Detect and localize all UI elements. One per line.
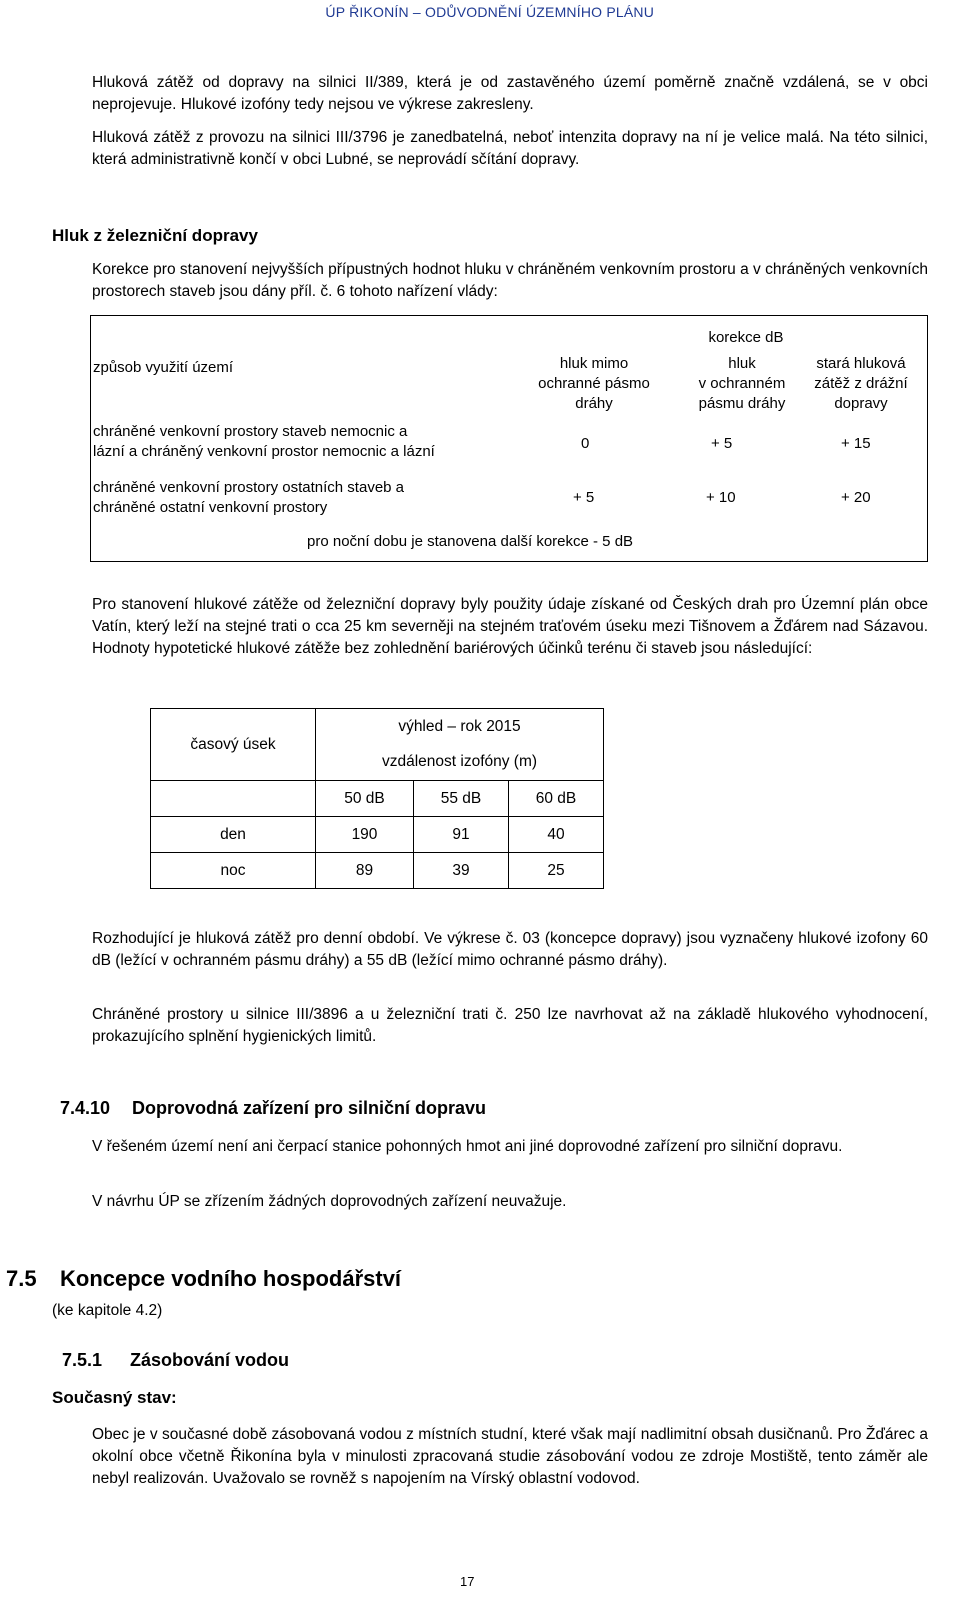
col-header-55db: 55 dB bbox=[414, 781, 509, 817]
table-cell: 190 bbox=[316, 817, 414, 853]
table-cell: 25 bbox=[509, 853, 604, 889]
paragraph-water-supply: Obec je v současné době zásobovaná vodou z místních studní, které však mají nadlimitní obsah dusičnanů. Pro Žďárec a okolní obce včetně Řikonína byla v minulosti zpracovaná studie zásobování vodou ze zdroje Mostiště, tento záměr ale nebyl realizován. Uvažovalo se rovněž s napojením na Vírský oblastní vodovod. bbox=[92, 1426, 928, 1487]
col-header-50db: 50 dB bbox=[316, 781, 414, 817]
row-label-noc: noc bbox=[151, 853, 316, 889]
isophone-table bbox=[150, 708, 604, 889]
table-cell: 40 bbox=[509, 817, 604, 853]
paragraph-protected-spaces: Chráněné prostory u silnice III/3896 a u železniční trati č. 250 lze navrhovat až na základě hlukového vyhodnocení, prokazujícího splnění hygienických limitů. bbox=[92, 1006, 928, 1045]
current-state-label: Současný stav: bbox=[52, 1388, 177, 1407]
table-cell: + 10 bbox=[706, 489, 736, 506]
table-cell: + 5 bbox=[711, 435, 733, 452]
paragraph-corrections: Korekce pro stanovení nejvyšších přípustných hodnot hluku v chráněném venkovním prostoru a v chráněných venkovních prostorech staveb jsou dány příl. č. 6 tohoto nařízení vlády: bbox=[92, 261, 928, 300]
table-cell: 91 bbox=[414, 817, 509, 853]
paragraph-decisive-load: Rozhodující je hluková zátěž pro denní období. Ve výkrese č. 03 (koncepce dopravy) jsou vyznačeny hlukové izofony 60 dB (ležící v ochranném pásmu dráhy) a 55 dB (ležící mimo ochranné pásmo dráhy). bbox=[92, 930, 928, 969]
page-header: ÚP ŘIKONÍN – ODŮVODNĚNÍ ÚZEMNÍHO PLÁNU bbox=[325, 4, 654, 20]
col-header-outside: hluk mimo ochranné pásmo dráhy bbox=[538, 355, 650, 412]
table-row-label: chráněné venkovní prostory ostatních staveb a chráněné ostatní venkovní prostory bbox=[93, 479, 405, 516]
chapter-reference: (ke kapitole 4.2) bbox=[52, 1302, 163, 1319]
paragraph-no-facilities: V návrhu ÚP se zřízením žádných doprovodných zařízení neuvažuje. bbox=[92, 1193, 567, 1210]
paragraph-road-ii389: Hluková zátěž od dopravy na silnici II/389, která je od zastavěného území poměrně značně vzdálená, se v obci neprojevuje. Hlukové izofóny tedy nejsou ve výkrese zakresleny. bbox=[92, 74, 928, 113]
table-row bbox=[151, 853, 604, 889]
paragraph-no-station: V řešeném území není ani čerpací stanice pohonných hmot ani jiné doprovodné zařízení pro silniční dopravu. bbox=[92, 1138, 843, 1155]
col-header-old: stará hluková zátěž z drážní dopravy bbox=[814, 355, 908, 412]
rail-noise-heading: Hluk z železniční dopravy bbox=[52, 226, 258, 245]
row-label-den: den bbox=[151, 817, 316, 853]
heading-7-5-1: 7.5.1 Zásobování vodou bbox=[62, 1350, 290, 1370]
header-outlook: výhled – rok 2015 bbox=[316, 709, 604, 745]
night-correction-note: pro noční dobu je stanovena další korekce - 5 dB bbox=[307, 533, 634, 550]
heading-7-5: 7.5 Koncepce vodního hospodářství bbox=[6, 1266, 402, 1291]
table-row bbox=[151, 817, 604, 853]
paragraph-road-iii3796: Hluková zátěž z provozu na silnici III/3796 je zanedbatelná, neboť intenzita dopravy na ní je velice malá. Na této silnici, která administrativně končí v obci Lubné, se neprovádí sčítání dopravy. bbox=[92, 129, 928, 168]
table-row-label: chráněné venkovní prostory staveb nemocnic a lázní a chráněný venkovní prostor nemocnic a lázní bbox=[93, 423, 435, 460]
row-header-usage: způsob využití území bbox=[93, 359, 234, 376]
table-cell bbox=[151, 781, 316, 817]
table-cell: + 20 bbox=[841, 489, 871, 506]
heading-7-4-10: 7.4.10 Doprovodná zařízení pro silniční dopravu bbox=[60, 1098, 487, 1118]
table-cell: + 5 bbox=[573, 489, 595, 506]
table-cell: 89 bbox=[316, 853, 414, 889]
table-cell: 39 bbox=[414, 853, 509, 889]
group-header-korekce: korekce dB bbox=[708, 329, 784, 346]
col-header-60db: 60 dB bbox=[509, 781, 604, 817]
table-cell: 0 bbox=[581, 435, 590, 452]
page-number: 17 bbox=[460, 1574, 475, 1589]
table-cell: + 15 bbox=[841, 435, 871, 452]
paragraph-rail-data: Pro stanovení hlukové zátěže od železniční dopravy byly použity údaje získané od Českých drah pro Územní plán obce Vatín, který leží na stejné trati o cca 25 km severněji na stejném traťovém úseku mezi Tišnovem a Žďárem nad Sázavou. Hodnoty hypotetické hlukové zátěže bez zohlednění bariérových účinků terénu či staveb jsou následující: bbox=[92, 596, 928, 657]
row-header-period: časový úsek bbox=[151, 709, 316, 781]
corrections-table bbox=[90, 315, 928, 562]
header-distance: vzdálenost izofóny (m) bbox=[316, 745, 604, 781]
col-header-inside: hluk v ochranném pásmu dráhy bbox=[698, 355, 786, 412]
